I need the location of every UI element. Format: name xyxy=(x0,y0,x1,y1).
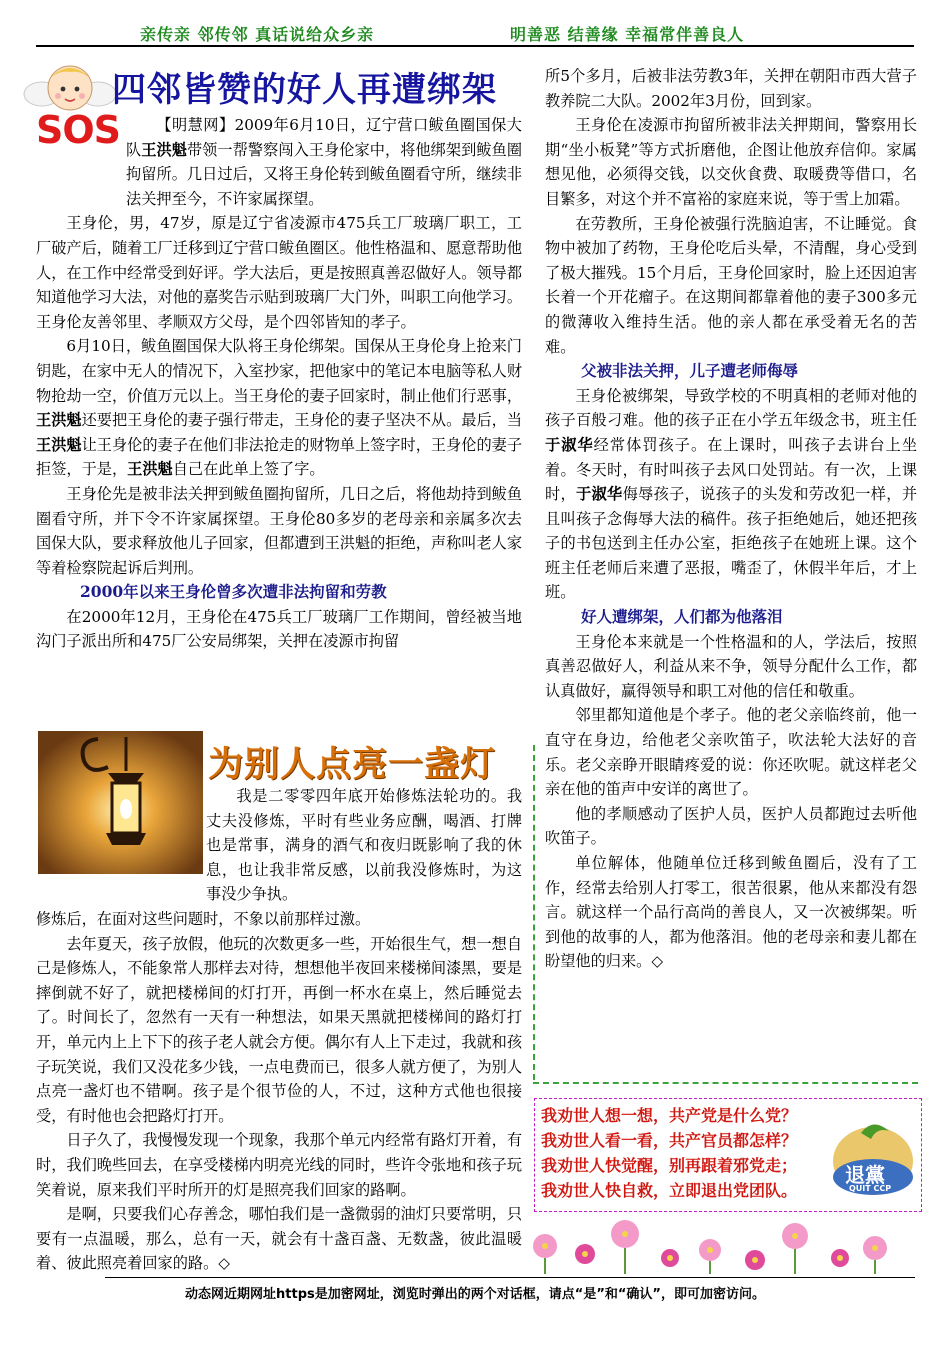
footer-notice: 动态网近期网址https是加密网址，浏览时弹出的两个对话框，请点“是”和“确认”，即可加密访问。 xyxy=(185,1287,765,1302)
article1-paragraph: 单位解体，他随单位迁移到鲅鱼圈后，没有了工作，经常去给别人打零工，很苦很累，他从来都没有怨言。就这样一个品行高尚的善良人，又一次被绑架。听到他的故事的人，都为他落泪。他的老母亲和妻儿都在盼望他的归来。◇ xyxy=(545,854,917,971)
article1-left-column xyxy=(36,113,522,654)
article1-paragraph: 王身伦被绑架，导致学校的不明真相的老师对他的孩子百般刁难。他的孩子正在小学五年级念书，班主任于淑华经常体罚孩子。在上课时，叫孩子去讲台上坐着。冬天时，有时叫孩子去风口处罚站。有一次，上课时，于淑华侮辱孩子，说孩子的头发和劳改犯一样，并且叫孩子念侮辱大法的稿件。孩子拒绝她后，她还把孩子的书包送到主任办公室，拒绝孩子在她班上课。这个班主任老师后来遭了恶报，嘴歪了，休假半年后，才上班。 xyxy=(545,386,918,602)
quit-ccp-logo-sub: QUIT CCP xyxy=(849,1184,892,1193)
article2-body xyxy=(36,784,522,1276)
dashed-divider xyxy=(533,1082,918,1084)
article1-subheading: 好人遭绑架，人们都为他落泪 xyxy=(581,607,783,627)
dashed-divider xyxy=(533,745,535,1080)
article2-title: 为别人点亮一盏灯 xyxy=(208,745,497,785)
article2-paragraph: 我是二零零四年底开始修炼法轮功的。我丈夫没修炼，平时有些业务应酬，喝酒、打牌也是常事，满身的酒气和夜归既影响了我的休息，也让我非常反感，以前我没修炼时，为这事没少争执。 xyxy=(206,787,522,904)
article1-paragraph: 在劳教所，王身伦被强行洗脑迫害，不让睡觉。食物中被加了药物，王身伦吃后头晕，不清醒，身心受到了极大摧残。15个月后，王身伦回家时，脸上还因迫害长着一个开花瘤子。在这期间都靠着他的妻子300多元的微薄收入维持生活。他的亲人都在承受着无名的苦难。 xyxy=(545,214,917,356)
quit-ccp-logo xyxy=(831,1113,915,1199)
article1-paragraph: 6月10日，鲅鱼圈国保大队将王身伦绑架。国保从王身伦身上抢来门钥匙，在家中无人的情况下，入室抄家，把他家中的笔记本电脑等私人财物抢劫一空，价值万元以上。当王身伦的妻子回家时，制止他们行恶事，王洪魁还要把王身伦的妻子强行带走，王身伦的妻子坚决不从。最后，当王洪魁让王身伦的妻子在他们非法抢走的财物单上签字时，王身伦的妻子拒签，于是，王洪魁自己在此单上签了字。 xyxy=(36,337,522,479)
article2-paragraph: 去年夏天，孩子放假，他玩的次数更多一些，开始很生气，想一想自己是修炼人，不能象常人那样去对待，想想他半夜回来楼梯间漆黑，要是摔倒就不好了，就把楼梯间的灯打开，再倒一杯水在桌上，然后睡觉去了。时间长了，忽然有一天有一种想法，如果天黑就把楼梯间的路灯打开，单元内上上下下的孩子老人就会方便。偶尔有人上下走过，我就和孩子玩笑说，我们又没花多少钱，一点电费而已，很多人就方便了，为别人点亮一盏灯也不错啊。孩子是个很节俭的人，不过，这种方式他也很接受，有时他也会把路灯打开。 xyxy=(36,934,523,1125)
article1-title: 四邻皆赞的好人再遭绑架 xyxy=(112,70,497,110)
quit-ccp-logo-main: 退黨 xyxy=(845,1163,885,1187)
article1-paragraph: 王身伦，男，47岁，原是辽宁省凌源市475兵工厂玻璃厂职工，工厂破产后，随着工厂迁移到辽宁营口鲅鱼圈区。他性格温和、愿意帮助他人，在工作中经常受到好评。学大法后，更是按照真善忍做好人。领导都知道他学习大法，对他的嘉奖告示贴到玻璃厂大门外，叫职工向他学习。王身伦友善邻里、孝顺双方父母，是个四邻皆知的孝子。 xyxy=(36,214,522,331)
quit-ccp-line: 我劝世人想一想，共产党是什么党？ xyxy=(541,1106,798,1125)
quit-ccp-box xyxy=(534,1098,922,1212)
flowers-decoration xyxy=(505,1212,925,1274)
article1-subheading: 2000年以来王身伦曾多次遭非法拘留和劳教 xyxy=(80,582,387,602)
article2-paragraph: 是啊，只要我们心存善念，哪怕我们是一盏微弱的油灯只要常明，只要有一点温暖，那么，总有一天，就会有十盏百盏、无数盏，彼此温暖着、彼此照亮着回家的路。◇ xyxy=(36,1205,523,1273)
article2-paragraph: 日子久了，我慢慢发现一个现象，我那个单元内经常有路灯开着，有时，我们晚些回去，在享受楼梯内明亮光线的同时，些许令张地和孩子玩笑着说，原来我们平时所开的灯是照亮我们回家的路啊。 xyxy=(36,1131,523,1199)
article2-paragraph: 修炼后，在面对这些问题时，不象以前那样过激。 xyxy=(36,909,371,928)
quit-ccp-line: 我劝世人快觉醒，别再跟着邪党走； xyxy=(541,1156,798,1175)
article1-paragraph: 邻里都知道他是个孝子。他的老父亲临终前，他一直守在身边，给他老父亲吹笛子，吹法轮大法好的音乐。老父亲睁开眼睛疼爱的说：你还吹呢。就这样老父亲在他的笛声中安详的离世了。 xyxy=(545,706,917,799)
article1-paragraph: 在2000年12月，王身伦在475兵工厂玻璃厂工作期间，曾经被当地沟门子派出所和475厂公安局绑架，关押在凌源市拘留 xyxy=(36,607,522,651)
sos-badge: SOS xyxy=(36,108,121,152)
article1-paragraph: 王身伦本来就是一个性格温和的人，学法后，按照真善忍做好人，利益从来不争，领导分配什么工作，都认真做好，赢得领导和职工对他的信任和敬重。 xyxy=(545,632,917,700)
quit-ccp-logo-top: 九评 xyxy=(835,1123,855,1134)
header-divider xyxy=(36,45,914,47)
quit-ccp-line: 我劝世人看一看，共产官员都怎样？ xyxy=(541,1131,798,1150)
article1-paragraph: 他的孝顺感动了医护人员，医护人员都跑过去听他吹笛子。 xyxy=(545,804,917,848)
header-slogan-right: 明善恶 结善缘 幸福常伴善良人 xyxy=(510,25,745,44)
article1-paragraph: 所5个多月，后被非法劳教3年，关押在朝阳市西大营子教养院二大队。2002年3月份，回到家。 xyxy=(545,67,917,110)
article1-paragraph: 王身伦在凌源市拘留所被非法关押期间，警察用长期“坐小板凳”等方式折磨他，企图让他放弃信仰。家属想见他，必须得交钱，以交伙食费、取暖费等借口，名目繁多，对这个并不富裕的家庭来说，等于雪上加霜。 xyxy=(545,116,917,208)
article1-paragraph: 【明慧网】2009年6月10日，辽宁营口鲅鱼圈国保大队王洪魁带领一帮警察闯入王身伦家中，将他绑架到鲅鱼圈拘留所。几日过后，又将王身伦转到鲅鱼圈看守所，继续非法关押至今，不许家属探望。 xyxy=(126,116,523,208)
header-slogan-left: 亲传亲 邻传邻 真话说给众乡亲 xyxy=(140,25,375,44)
quit-ccp-line: 我劝世人快自救，立即退出党团队。 xyxy=(541,1181,798,1200)
footer-divider xyxy=(105,1277,915,1278)
page-header xyxy=(0,22,950,46)
article1-right-column xyxy=(545,64,917,974)
article1-paragraph: 王身伦先是被非法关押到鲅鱼圈拘留所，几日之后，将他劫持到鲅鱼圈看守所，并下令不许家属探望。王身伦80多岁的老母亲和亲属多次去国保大队，要求释放他儿子回家，但都遭到王洪魁的拒绝，声称叫老人家等着检察院起诉后判刑。 xyxy=(36,484,523,577)
article1-subheading: 父被非法关押，儿子遭老师侮辱 xyxy=(581,361,799,381)
